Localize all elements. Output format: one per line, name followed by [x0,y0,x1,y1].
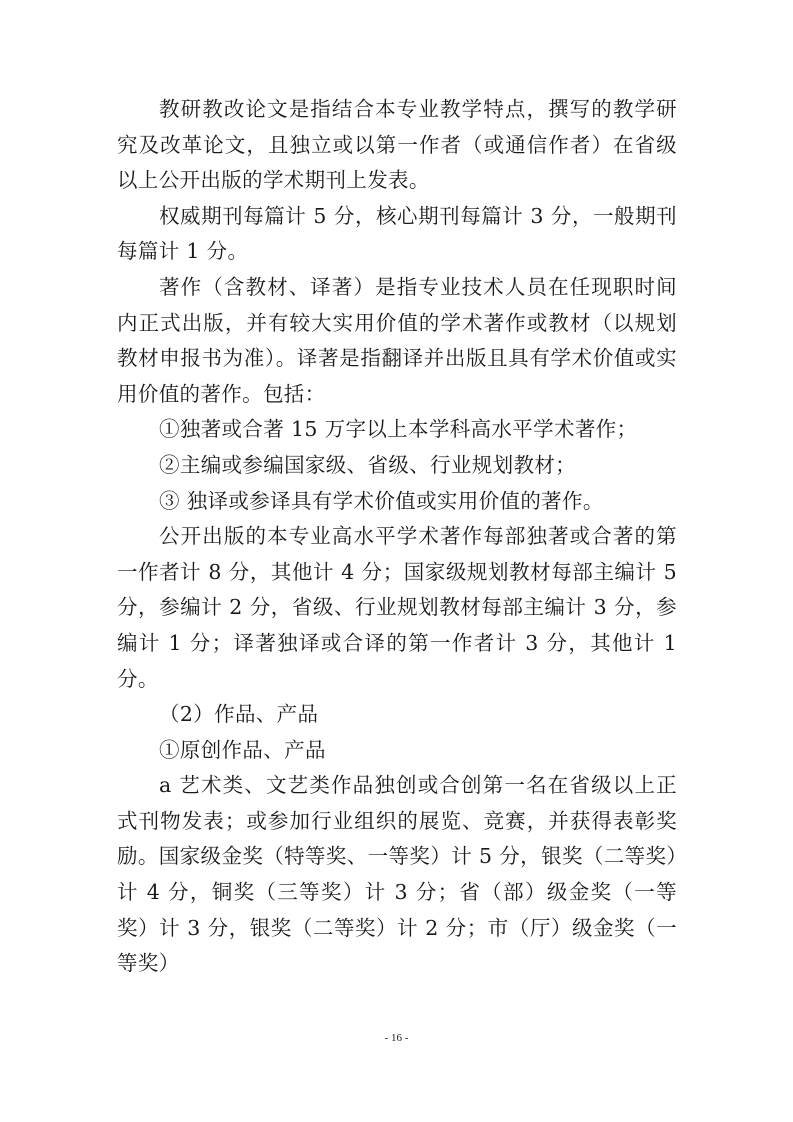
paragraph-art-awards: a 艺术类、文艺类作品独创或合创第一名在省级以上正式刊物发表；或参加行业组织的展览、竞赛，并获得表彰奖励。国家级金奖（特等奖、一等奖）计 5 分，银奖（二等奖）计 4 分，铜奖（三等奖）计 3 分；省（部）级金奖（一等奖）计 3 分，银奖（二等奖）计 2 分；市（厅）级金奖（一等奖） [117,773,677,976]
paragraph-research-papers: 教研教改论文是指结合本专业教学特点，撰写的教学研究及改革论文，且独立或以第一作者（或通信作者）在省级以上公开出版的学术期刊上发表。 [117,97,677,193]
list-item-monograph: ①独著或合著 15 万字以上本学科高水平学术著作； [159,417,638,442]
list-item-translation: ③ 独译或参译具有学术价值或实用价值的著作。 [159,488,604,513]
section-heading-works-products: （2）作品、产品 [159,702,319,727]
body-text [117,92,677,982]
page-number: - 16 - [384,1032,409,1044]
paragraph-journal-scoring: 权威期刊每篇计 5 分，核心期刊每篇计 3 分，一般期刊每篇计 1 分。 [117,203,677,264]
list-item-textbook: ②主编或参编国家级、省级、行业规划教材； [159,452,576,477]
paragraph-works-scoring: 公开出版的本专业高水平学术著作每部独著或合著的第一作者计 8 分，其他计 4 分；国家级规划教材每部主编计 5 分，参编计 2 分，省级、行业规划教材每部主编计 3 分，参编计 1 分；译著独译或合译的第一作者计 3 分，其他计 1 分。 [117,524,677,691]
paragraph-works-definition: 著作（含教材、译著）是指专业技术人员在任现职时间内正式出版，并有较大实用价值的学术著作或教材（以规划教材申报书为准）。译著是指翻译并出版且具有学术价值或实用价值的著作。包括： [117,274,677,406]
subsection-heading-original-works: ①原创作品、产品 [159,737,326,762]
